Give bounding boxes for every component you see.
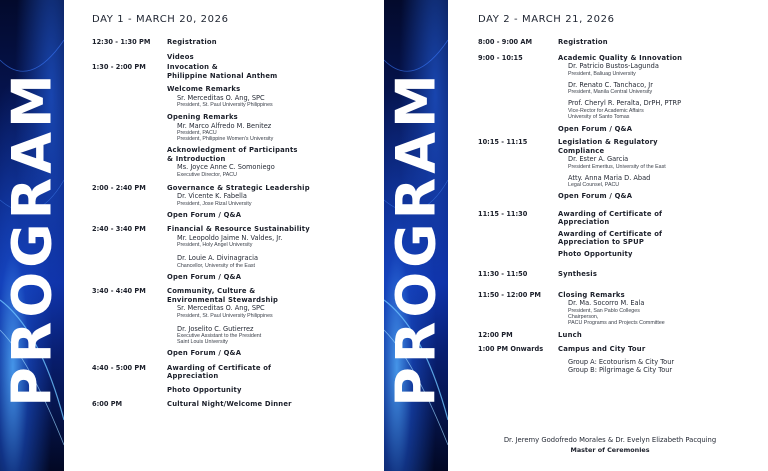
schedule-row <box>92 211 378 220</box>
session-title-cont: Appreciation to SPUP <box>558 238 645 246</box>
session-title: Lunch <box>558 330 582 339</box>
time-slot: 4:40 - 5:00 PM <box>92 363 146 372</box>
day1-schedule <box>92 14 378 409</box>
schedule-row <box>92 364 378 381</box>
session-title: Synthesis <box>558 270 598 278</box>
session-title: Open Forum / Q&A <box>167 272 242 281</box>
schedule-row <box>92 184 378 207</box>
speaker-position: PACU Programs and Projects Committee <box>568 319 665 326</box>
schedule-row <box>92 287 378 345</box>
session-title: Cultural Night/Welcome Dinner <box>167 400 292 408</box>
speaker-position: President, St. Paul University Philippines <box>177 102 273 108</box>
session-title: Acknowledgment of Participants <box>167 146 298 154</box>
speaker-position: President, Philippine Women's University <box>177 136 274 142</box>
speaker-name: Ms. Joyce Anne C. Somoniego <box>177 163 275 171</box>
session-title: Awarding of Certificate of <box>558 229 663 238</box>
schedule-row <box>92 349 378 358</box>
schedule-row <box>92 400 378 409</box>
session-title: Closing Remarks <box>558 290 625 299</box>
day2-schedule <box>478 14 762 375</box>
speaker-position: President, Baliuag University <box>568 70 636 77</box>
speaker-name: Mr. Marco Alfredo M. Benitez <box>177 121 272 130</box>
schedule-row <box>92 53 378 62</box>
time-slot: 10:15 - 11:15 <box>478 138 528 146</box>
schedule-row <box>92 225 378 269</box>
time-slot: 9:00 - 10:15 <box>478 53 523 62</box>
session-title: Registration <box>558 38 608 46</box>
program-word: PROGRAM <box>0 69 64 407</box>
session-title-cont: Philippine National Anthem <box>167 71 278 80</box>
speaker-name: Dr. Ma. Socorro M. Eala <box>568 299 645 307</box>
schedule-row <box>92 63 378 80</box>
speaker-position: President, San Pablo Colleges <box>568 307 640 314</box>
session-title: Open Forum / Q&A <box>558 192 633 200</box>
schedule-row <box>478 138 762 188</box>
speaker-name: Dr. Ester A. Garcia <box>568 155 629 163</box>
decorative-band <box>0 0 64 471</box>
day1-heading: DAY 1 - MARCH 20, 2026 <box>92 14 229 25</box>
time-slot: 6:00 PM <box>92 400 123 408</box>
session-title: Open Forum / Q&A <box>167 349 242 357</box>
schedule-row <box>478 125 762 134</box>
time-slot: 1:00 PM Onwards <box>478 345 544 353</box>
speaker-name: Sr. Merceditas O. Ang, SPC <box>177 304 265 312</box>
speaker-name: Dr. Vicente K. Fabella <box>177 192 247 200</box>
tour-group: Group A: Ecotourism & City Tour <box>568 357 675 366</box>
speaker-position: Executive Director, PACU <box>177 171 237 178</box>
schedule-row <box>92 146 378 178</box>
session-title: Photo Opportunity <box>167 385 242 394</box>
speaker-position: Chairperson, <box>568 313 599 320</box>
speaker-position: President, Manila Central University <box>568 89 653 95</box>
session-title: Awarding of Certificate of <box>558 209 663 218</box>
session-title: Academic Quality & Innovation <box>558 53 683 62</box>
speaker-name: Atty. Anna Maria D. Abad <box>568 173 651 182</box>
speaker-position: Executive Assistant to the President <box>177 333 262 339</box>
emcee-footer <box>452 436 768 454</box>
speaker-name: Dr. Louie A. Divinagracia <box>177 254 259 262</box>
session-title: Videos <box>167 52 194 61</box>
schedule-row <box>92 85 378 108</box>
session-title: Legislation & Regulatory <box>558 138 658 146</box>
session-title: Awarding of Certificate of <box>167 363 272 372</box>
speaker-position: President, St. Paul University Philippines <box>177 312 273 319</box>
speaker-name: Dr. Renato C. Tanchaco, Jr <box>568 80 653 89</box>
session-title: Registration <box>167 38 217 46</box>
tour-group: Group B: Pilgrimage & City Tour <box>568 366 673 374</box>
schedule-row <box>478 210 762 227</box>
schedule-row <box>478 331 762 340</box>
time-slot: 12:30 - 1:30 PM <box>92 38 151 46</box>
speaker-position: Saint Louis University <box>177 339 228 345</box>
day2-heading: DAY 2 - MARCH 21, 2026 <box>478 14 615 25</box>
session-title-cont: & Introduction <box>167 154 226 163</box>
time-slot: 11:15 - 11:30 <box>478 209 528 218</box>
emcee-names: Dr. Jeremy Godofredo Morales & Dr. Evelyn Elizabeth Pacquing <box>503 436 717 444</box>
schedule-row <box>478 270 762 279</box>
schedule-row <box>92 113 378 142</box>
session-title-cont: Appreciation <box>167 372 219 380</box>
session-title: Community, Culture & <box>167 287 256 295</box>
time-slot: 11:30 - 11:50 <box>478 270 528 278</box>
speaker-name: Mr. Leopoldo Jaime N. Valdes, Jr. <box>177 233 283 242</box>
schedule-row <box>92 273 378 282</box>
session-title: Photo Opportunity <box>558 249 633 258</box>
schedule-row <box>478 38 762 47</box>
speaker-name: Sr. Merceditas O. Ang, SPC <box>177 93 265 102</box>
session-title: Campus and City Tour <box>558 345 646 353</box>
session-title-cont: Environmental Stewardship <box>167 295 279 304</box>
session-title: Governance & Strategic Leadership <box>167 183 310 192</box>
session-title: Opening Remarks <box>167 113 238 121</box>
schedule-row <box>478 230 762 247</box>
schedule-row <box>478 345 762 375</box>
session-title-cont: Compliance <box>558 146 605 155</box>
speaker-position: University of Santo Tomas <box>568 113 630 120</box>
program-word: PROGRAM <box>384 69 448 407</box>
speaker-position: Vice-Rector for Academic Affairs <box>568 107 644 114</box>
program-page-day2 <box>384 0 768 471</box>
time-slot: 8:00 - 9:00 AM <box>478 38 533 46</box>
time-slot: 12:00 PM <box>478 330 513 339</box>
emcee-role: Master of Ceremonies <box>570 446 650 454</box>
session-title: Welcome Remarks <box>167 85 241 93</box>
schedule-row <box>478 291 762 326</box>
session-title: Financial & Resource Sustainability <box>167 225 310 233</box>
time-slot: 3:40 - 4:40 PM <box>92 287 146 295</box>
session-title: Open Forum / Q&A <box>558 124 633 133</box>
speaker-position: President Emeritus, University of the East <box>568 163 666 170</box>
schedule-row <box>478 192 762 201</box>
speaker-name: Dr. Patricio Bustos-Lagunda <box>568 62 659 70</box>
schedule-row <box>478 250 762 259</box>
schedule-row <box>92 386 378 395</box>
schedule-row <box>478 54 762 120</box>
schedule-row <box>92 38 378 47</box>
time-slot: 2:00 - 2:40 PM <box>92 183 146 192</box>
time-slot: 2:40 - 3:40 PM <box>92 225 146 233</box>
speaker-position: President, Holy Angel University <box>177 242 253 248</box>
session-title: Open Forum / Q&A <box>167 210 242 219</box>
speaker-name: Dr. Joselito C. Gutierrez <box>177 324 254 333</box>
speaker-position: President, PACU <box>177 130 217 136</box>
session-title: Invocation & <box>167 63 218 71</box>
time-slot: 1:30 - 2:00 PM <box>92 63 146 71</box>
speaker-position: Legal Counsel, PACU <box>568 182 620 188</box>
session-title-cont: Appreciation <box>558 218 610 226</box>
speaker-position: President, Jose Rizal University <box>177 200 252 207</box>
speaker-position: Chancellor, University of the East <box>177 262 256 269</box>
speaker-name: Prof. Cheryl R. Peralta, DrPH, PTRP <box>568 99 682 107</box>
time-slot: 11:50 - 12:00 PM <box>478 290 541 299</box>
decorative-band <box>384 0 448 471</box>
